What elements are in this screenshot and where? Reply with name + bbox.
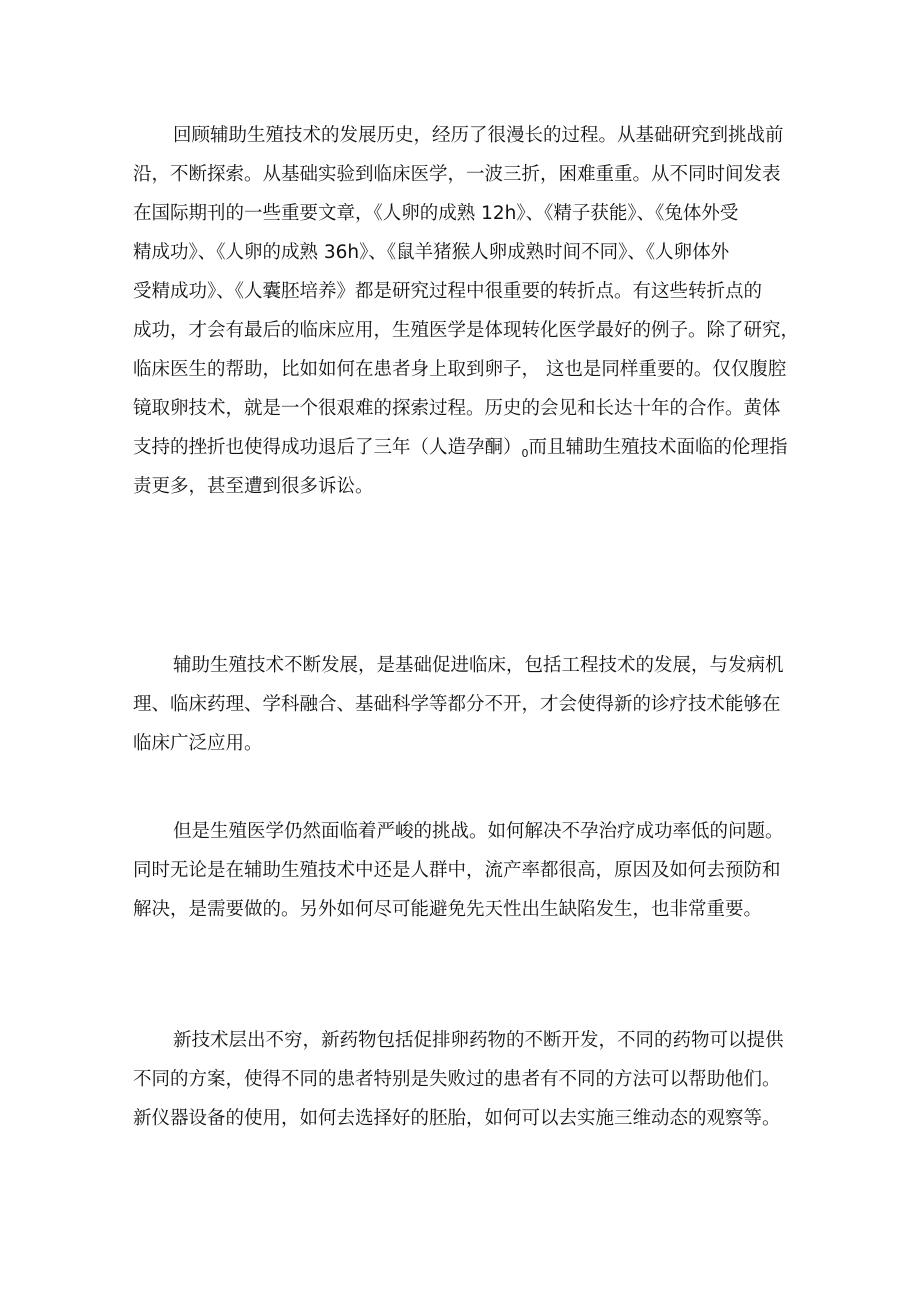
text-line: 临床医生的帮助，比如如何在患者身上取到卵子， 这也是同样重要的。仅仅腹腔 (133, 359, 787, 380)
text-line (133, 428, 801, 467)
text-line: 回顾辅助生殖技术的发展历史，经历了很漫长的过程。从基础研究到挑战前 (173, 125, 784, 146)
text-line: 新仪器设备的使用，如何去选择好的胚胎，如何可以去实施三维动态的观察等。 (133, 1108, 781, 1129)
text-line: 成功，才会有最后的临床应用，生殖医学是体现转化医学最好的例子。除了研究， (133, 320, 800, 341)
text-line: 解决，是需要做的。另外如何尽可能避免先天性出生缺陷发生，也非常重要。 (133, 899, 763, 920)
paragraph-development (133, 646, 801, 763)
paragraph-history (133, 116, 801, 506)
text-line: 理、临床药理、学科融合、基础科学等都分不开，才会使得新的诊疗技术能够在 (133, 694, 781, 715)
subscript-zero: 0 (521, 447, 529, 460)
text-line-tail: 而且辅助生殖技术面临的伦理指 (528, 437, 788, 458)
text-line: 精成功》、《人卵的成熟 36h》、《鼠羊猪猴人卵成熟时间不同》、《人卵体外 (133, 242, 730, 263)
text-line: 不同的方案，使得不同的患者特别是失败过的患者有不同的方法可以帮助他们。 (133, 1069, 781, 1090)
text-line: 沿，不断探索。从基础实验到临床医学，一波三折，困难重重。从不同时间发表 (133, 164, 781, 185)
text-line: 新技术层出不穷，新药物包括促排卵药物的不断开发，不同的药物可以提供 (173, 1030, 784, 1051)
text-line: 在国际期刊的一些重要文章，《人卵的成熟 12h》、《精子获能》、《兔体外受 (133, 203, 739, 224)
text-line: 责更多，甚至遭到很多诉讼。 (133, 476, 374, 497)
paragraph-challenges (133, 812, 801, 929)
text-line: 临床广泛应用。 (133, 733, 263, 754)
text-line: 镜取卵技术，就是一个很艰难的探索过程。历史的会见和长达十年的合作。黄体 (133, 398, 781, 419)
paragraph-new-technology (133, 1021, 801, 1138)
text-line-head: 支持的挫折也使得成功退后了三年（人造孕酮） (133, 437, 522, 458)
text-line: 受精成功》、《人囊胚培养》都是研究过程中很重要的转折点。有这些转折点的 (133, 281, 763, 302)
text-line: 但是生殖医学仍然面临着严峻的挑战。如何解决不孕治疗成功率低的问题。 (173, 821, 784, 842)
text-line: 同时无论是在辅助生殖技术中还是人群中，流产率都很高，原因及如何去预防和 (133, 860, 781, 881)
text-line: 辅助生殖技术不断发展，是基础促进临床，包括工程技术的发展，与发病机 (173, 655, 784, 676)
